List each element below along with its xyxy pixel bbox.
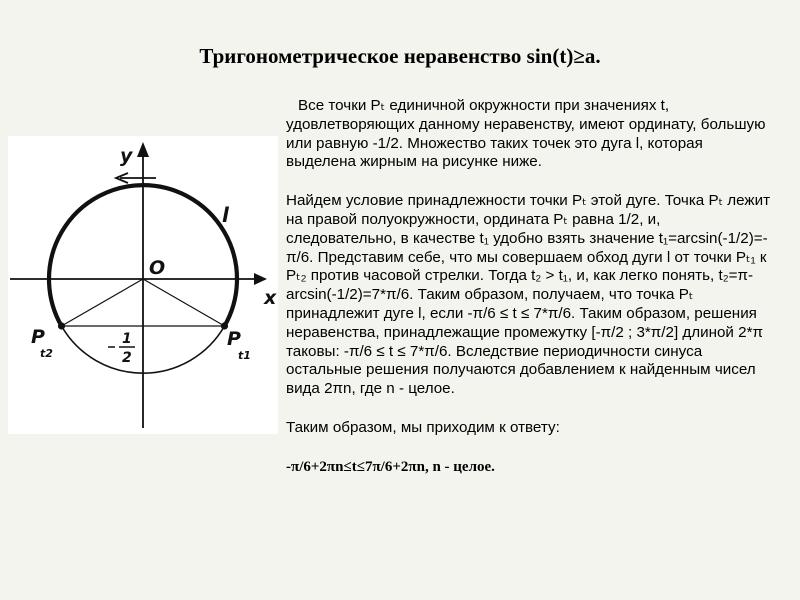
origin-label: O <box>149 257 166 279</box>
unit-circle-diagram <box>8 136 278 434</box>
x-axis-arrow <box>254 273 267 285</box>
radius-left <box>62 279 144 326</box>
arc-l-label: l <box>222 203 229 227</box>
point-pt2 <box>58 322 65 329</box>
half-denominator: 2 <box>122 350 132 366</box>
paragraph-condition: Найдем условие принадлежности точки Pₜ этой дуге. Точка Pₜ лежит на правой полуокружности, ордината Pₜ равна 1/2, и, следовательно, в качестве t₁ удобно взять значение t₁=arcsin(-1/2)=-π/6. Представим себе, что мы совершаем обход дуги l от точки Pₜ₁ к Pₜ₂ против часовой стрелки. Тогда t₂ > t₁, и, как легко понять, t₂=π-arcsin(-1/2)=7*π/6. Таким образом, получаем, что точка Pₜ принадлежит дуге l, если -π/6 ≤ t ≤ 7*π/6. Таким образом, решения неравенства, принадлежащие промежутку [-π/2 ; 3*π/2] длиной 2*π таковы: -π/6 ≤ t ≤ 7*π/6. Вследствие периодичности синуса остальные решения получаются добавлением к найденным чисел вида 2πn, где n - целое. <box>286 192 771 398</box>
y-axis-arrow <box>137 142 149 157</box>
radius-right <box>143 279 225 326</box>
pt1-label: P <box>227 328 241 350</box>
slide-title: Тригонометрическое неравенство sin(t)≥a. <box>199 44 601 68</box>
half-numerator: 1 <box>122 331 132 347</box>
pt2-label: P <box>31 326 45 348</box>
paragraph-intro: Все точки Pₜ единичной окружности при значениях t, удовлетворяющих данному неравенству, имеют ординату, большую или равную -1/2. Множество таких точек это дуга l, которая выделена жирным на рисунке ниже. <box>286 97 766 171</box>
pt1-subscript: t1 <box>238 349 251 362</box>
y-axis-label: y <box>120 145 133 167</box>
explanation-text <box>286 97 774 477</box>
pt2-subscript: t2 <box>40 347 53 360</box>
unit-circle-figure <box>8 136 278 434</box>
x-axis-label: x <box>264 287 277 309</box>
paragraph-conclusion: Таким образом, мы приходим к ответу: <box>286 418 560 436</box>
answer-formula: -π/6+2πn≤t≤7π/6+2πn, n - целое. <box>286 458 495 475</box>
